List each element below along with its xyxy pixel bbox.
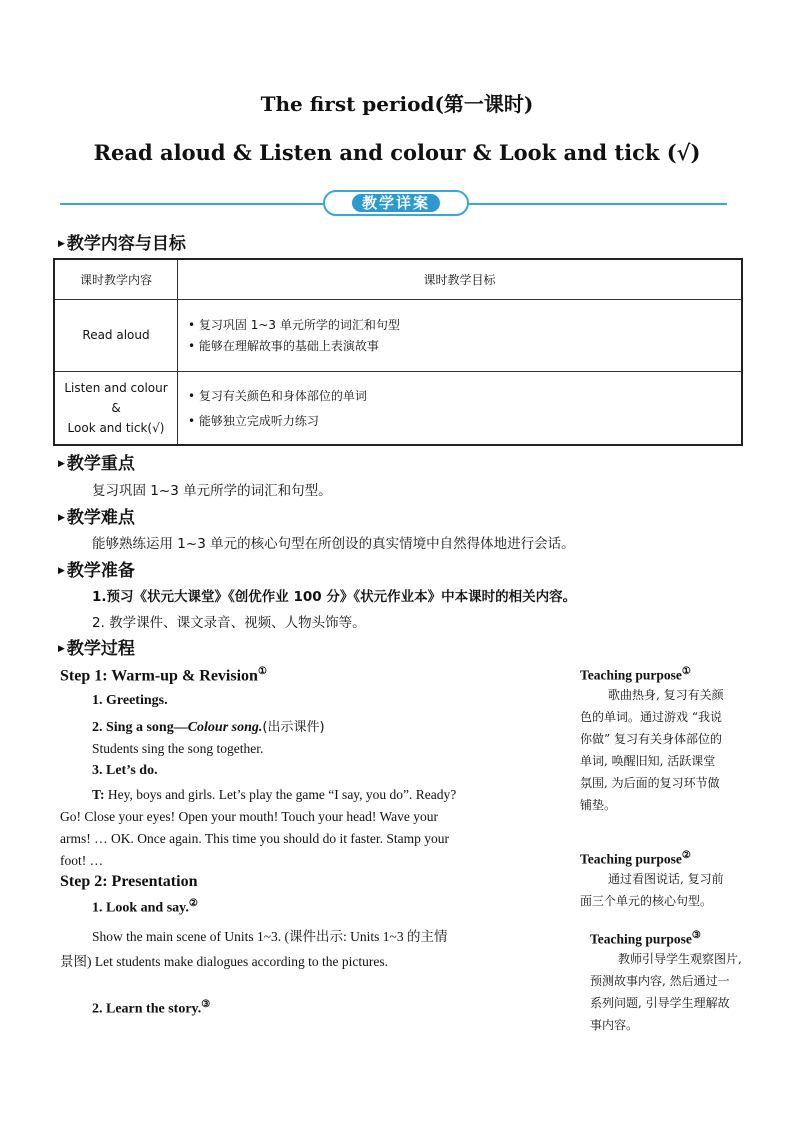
section-banner: [323, 190, 469, 216]
step1-title: Step 1: Warm-up & Revision①: [60, 666, 267, 685]
table-header-content: 课时教学内容: [54, 259, 178, 299]
preparation-item-1: 1.预习《状元大课堂》《创优作业 100 分》《状元作业本》中本课时的相关内容。: [92, 589, 577, 605]
triangle-bullet-icon: ▶: [58, 566, 65, 576]
step1-sing-song: 2. Sing a song—Colour song.(出示课件): [92, 720, 325, 735]
objectives-heading: ▶ 教学内容与目标: [58, 234, 186, 254]
step1-lets-do: 3. Let’s do.: [92, 763, 158, 778]
step1-greetings: 1. Greetings.: [92, 693, 168, 708]
key-points-heading: ▶ 教学重点: [58, 454, 135, 474]
page-title: The first period(第一课时): [260, 92, 534, 116]
triangle-bullet-icon: ▶: [58, 513, 65, 523]
banner-label: 教学详案: [352, 194, 440, 212]
difficulties-text: 能够熟练运用 1~3 单元的核心句型在所创设的真实情境中自然得体地进行会话。: [92, 536, 575, 552]
difficulties-heading: ▶ 教学难点: [58, 508, 135, 528]
triangle-bullet-icon: ▶: [58, 459, 65, 469]
objectives-table: [53, 258, 743, 446]
key-points-text: 复习巩固 1~3 单元所学的词汇和句型。: [92, 483, 332, 499]
teaching-purpose-note-1: Teaching purpose① 歌曲热身, 复习有关颜 色的单词。通过游戏 “我说 你做” 复习有关身体部位的 单词, 唤醒旧知, 活跃课堂 氛围, 为后面的复习环节做 铺垫。: [580, 666, 724, 812]
table-row: [54, 371, 742, 445]
step1-teacher-speech: T: Hey, boys and girls. Let’s play the game “I say, you do”. Ready? Go! Close your eyes! Open your mouth! Touch your head! Wave your arms! … OK. Once again. This time you should do it faster. Stamp your foot! …: [60, 787, 457, 868]
process-heading: ▶ 教学过程: [58, 639, 135, 659]
teaching-purpose-note-2: Teaching purpose② 通过看图说话, 复习前 面三个单元的核心句型。: [580, 850, 724, 908]
preparation-heading: ▶ 教学准备: [58, 561, 135, 581]
teaching-purpose-note-3: Teaching purpose③ 教师引导学生观察图片, 预测故事内容, 然后通过一 系列问题, 引导学生理解故 事内容。: [590, 930, 742, 1032]
step2-title: Step 2: Presentation: [60, 873, 198, 890]
step2-learn-story: 2. Learn the story.③: [92, 999, 211, 1017]
table-row: [54, 299, 742, 371]
table-header-goal: 课时教学目标: [178, 259, 743, 299]
table-cell-goals: • 复习有关颜色和身体部位的单词 • 能够独立完成听力练习: [178, 371, 743, 445]
table-row: [54, 259, 742, 299]
triangle-bullet-icon: ▶: [58, 239, 65, 249]
step2-look-and-say: 1. Look and say.②: [92, 898, 198, 916]
banner-line-right: [467, 203, 727, 205]
step2-look-and-say-text: Show the main scene of Units 1~3. (课件出示: Units 1~3 的主情 景图) Let students make dialogues according to the pictures.: [60, 929, 448, 969]
page-subtitle: Read aloud & Listen and colour & Look and tick (√): [93, 140, 701, 165]
preparation-item-2: 2. 教学课件、课文录音、视频、人物头饰等。: [92, 615, 366, 631]
step1-sing-line: Students sing the song together.: [92, 741, 264, 756]
banner-line-left: [60, 203, 325, 205]
table-cell-content: Read aloud: [54, 299, 178, 371]
table-cell-goals: • 复习巩固 1~3 单元所学的词汇和句型 • 能够在理解故事的基础上表演故事: [178, 299, 743, 371]
triangle-bullet-icon: ▶: [58, 644, 65, 654]
table-cell-content: Listen and colour & Look and tick(√): [54, 371, 178, 445]
